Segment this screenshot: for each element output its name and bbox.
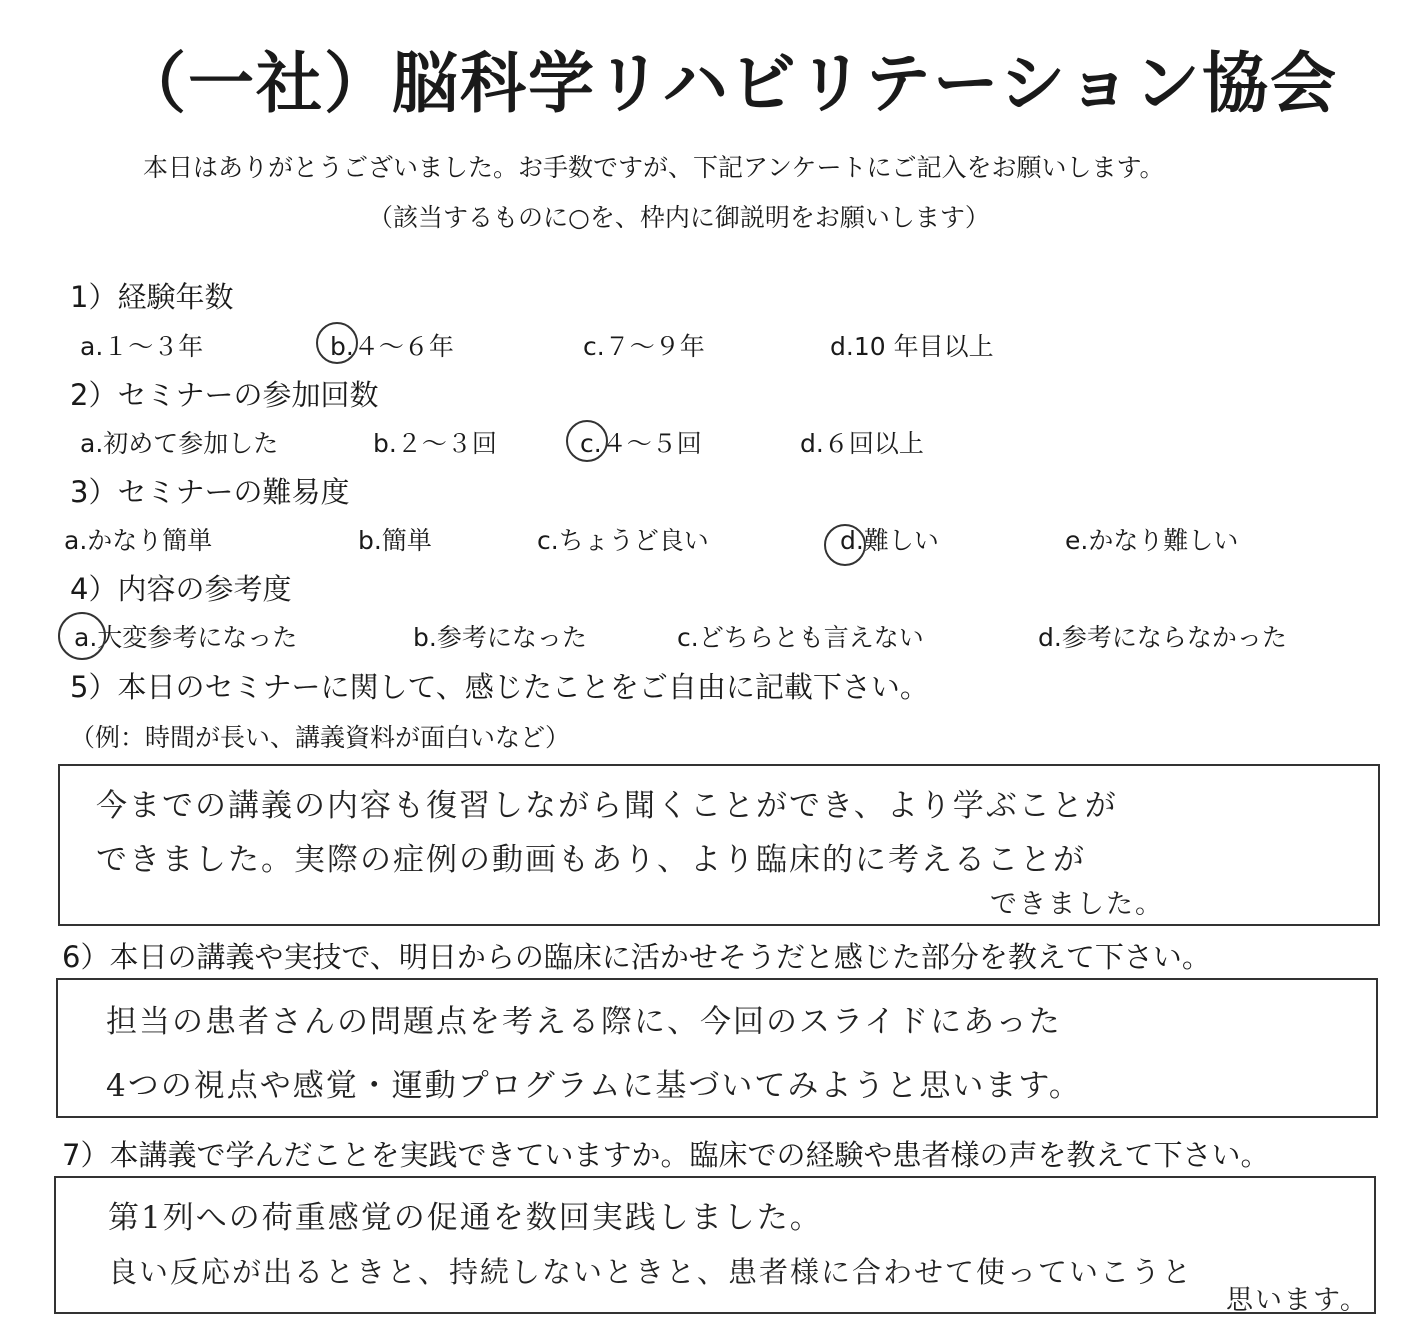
q4-option-d[interactable]: d.参考にならなかった: [1038, 623, 1287, 652]
selection-circle-q1: [316, 322, 358, 364]
question-2-label: 2）セミナーの参加回数: [70, 378, 379, 412]
q5-answer-line-1: 今までの講義の内容も復習しながら聞くことができ、より学ぶことが: [96, 788, 1118, 824]
q2-option-b[interactable]: b.２～３回: [373, 429, 497, 458]
q5-answer-line-2: できました。実際の症例の動画もあり、より臨床的に考えることが: [96, 842, 1086, 878]
question-6-label: 6）本日の講義や実技で、明日からの臨床に活かせそうだと感じた部分を教えて下さい。: [62, 940, 1211, 974]
answer-box-q5[interactable]: [58, 764, 1380, 926]
question-5-label: 5）本日のセミナーに関して、感じたことをご自由に記載下さい。: [70, 670, 929, 704]
intro-instruction: （該当するものに○を、枠内に御説明をお願いします）: [368, 203, 990, 232]
q3-option-b[interactable]: b.簡単: [358, 526, 432, 555]
q2-option-d[interactable]: d.６回以上: [800, 429, 924, 458]
q1-option-a[interactable]: a.１～３年: [80, 332, 204, 361]
q3-option-e[interactable]: e.かなり難しい: [1065, 526, 1239, 555]
q2-option-c[interactable]: c.４～５回: [580, 429, 702, 458]
q7-answer-line-3: 思います。: [1226, 1285, 1369, 1316]
q3-option-c[interactable]: c.ちょうど良い: [537, 526, 709, 555]
q2-option-a[interactable]: a.初めて参加した: [80, 429, 279, 458]
selection-circle-q2: [566, 420, 608, 462]
answer-box-q7[interactable]: [54, 1176, 1376, 1314]
q1-option-b[interactable]: b.４～６年: [330, 332, 454, 361]
q4-option-c[interactable]: c.どちらとも言えない: [677, 623, 924, 652]
q4-option-b[interactable]: b.参考になった: [413, 623, 587, 652]
question-5-example: （例：時間が長い、講義資料が面白いなど）: [70, 723, 571, 752]
form-title: （一社）脳科学リハビリテーション協会: [120, 45, 1339, 122]
q1-option-c[interactable]: c.７～９年: [583, 332, 705, 361]
question-4-label: 4）内容の参考度: [70, 572, 292, 606]
q6-answer-line-2: 4つの視点や感覚・運動プログラムに基づいてみようと思います。: [106, 1068, 1082, 1104]
intro-text: 本日はありがとうございました。お手数ですが、下記アンケートにご記入をお願いします。: [143, 153, 1165, 182]
answer-box-q6[interactable]: [56, 978, 1378, 1118]
q7-answer-line-2: 良い反応が出るときと、持続しないときと、患者様に合わせて使っていこうと: [108, 1255, 1194, 1289]
q4-option-a[interactable]: a.大変参考になった: [74, 623, 298, 652]
selection-circle-q4: [58, 612, 106, 660]
selection-circle-q3: [824, 524, 866, 566]
q7-answer-line-1: 第1列への荷重感覚の促通を数回実践しました。: [108, 1200, 823, 1236]
q6-answer-line-1: 担当の患者さんの問題点を考える際に、今回のスライドにあった: [106, 1004, 1062, 1040]
q3-option-d[interactable]: d.難しい: [840, 526, 939, 555]
question-3-label: 3）セミナーの難易度: [70, 475, 350, 509]
q3-option-a[interactable]: a.かなり簡単: [64, 526, 213, 555]
question-1-label: 1）経験年数: [70, 280, 234, 314]
question-7-label: 7）本講義で学んだことを実践できていますか。臨床での経験や患者様の声を教えて下さい。: [62, 1138, 1270, 1172]
q1-option-d[interactable]: d.10 年目以上: [830, 332, 994, 361]
q5-answer-line-3: できました。: [990, 889, 1164, 920]
